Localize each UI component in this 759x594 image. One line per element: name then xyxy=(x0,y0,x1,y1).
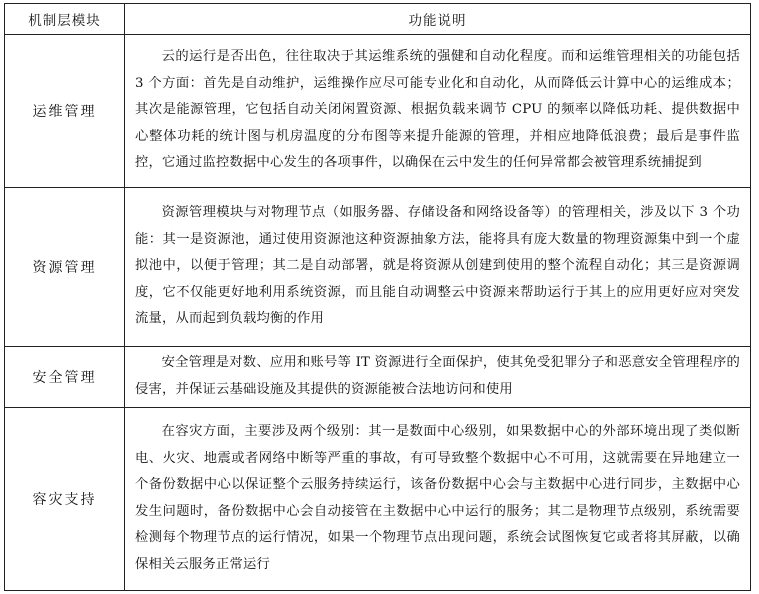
module-name-cell: 运维管理 xyxy=(5,35,125,188)
header-module-name: 机制层模块 xyxy=(5,4,125,35)
header-row xyxy=(5,4,751,35)
function-description-cell: 云的运行是否出色，往往取决于其运维系统的强健和自动化程度。而和运维管理相关的功能包括 3 个方面：首先是自动维护，运维操作应尽可能专业化和自动化，从而降低云计算中心的运维成本；其次是能源管理，它包括自动关闭闲置资源、根据负载来调节 CPU 的频率以降低功耗、提供数据中心整体功耗的统计图与机房温度的分布图等来提升能源的管理，并相应地降低浪费；最后是事件监控，它通过监控数据中心发生的各项事件，以确保在云中发生的任何异常都会被管理系统捕捉到 xyxy=(125,35,751,188)
module-name-cell: 安全管理 xyxy=(5,347,125,408)
function-description-cell: 在容灾方面，主要涉及两个级别：其一是数面中心级别，如果数据中心的外部环境出现了类似断电、火灾、地震或者网络中断等严重的事故，有可导致整个数据中心不可用，这就需要在异地建立一个备份数据中心以保证整个云服务持续运行，该备份数据中心会与主数据中心进行同步，主数据中心发生问题时，备份数据中心会自动接管在主数据中心中运行的服务；其二是物理节点级别，系统需要检测每个物理节点的运行情况，如果一个物理节点出现问题，系统会试图恢复它或者将其屏蔽，以确保相关云服务正常运行 xyxy=(125,408,751,591)
table-row xyxy=(5,188,751,347)
table-row xyxy=(5,347,751,408)
function-description-cell: 资源管理模块与对物理节点（如服务器、存储设备和网络设备等）的管理相关，涉及以下 3 个功能：其一是资源池，通过使用资源池这种资源抽象方法，能将具有庞大数量的物理资源集中到一个虚拟池中，以便于管理；其二是自动部署，就是将资源从创建到使用的整个流程自动化；其三是资源调度，它不仅能更好地利用系统资源，而且能自动调整云中资源来帮助运行于其上的应用更好应对突发流量，从而起到负载均衡的作用 xyxy=(125,188,751,347)
module-name-cell: 资源管理 xyxy=(5,188,125,347)
module-name-cell: 容灾支持 xyxy=(5,408,125,591)
table-row xyxy=(5,408,751,591)
table-row xyxy=(5,35,751,188)
function-description-cell: 安全管理是对数、应用和账号等 IT 资源进行全面保护，使其免受犯罪分子和恶意安全管理程序的侵害，并保证云基础设施及其提供的资源能被合法地访问和使用 xyxy=(125,347,751,408)
header-function-description: 功能说明 xyxy=(125,4,751,35)
module-function-table xyxy=(4,3,751,591)
